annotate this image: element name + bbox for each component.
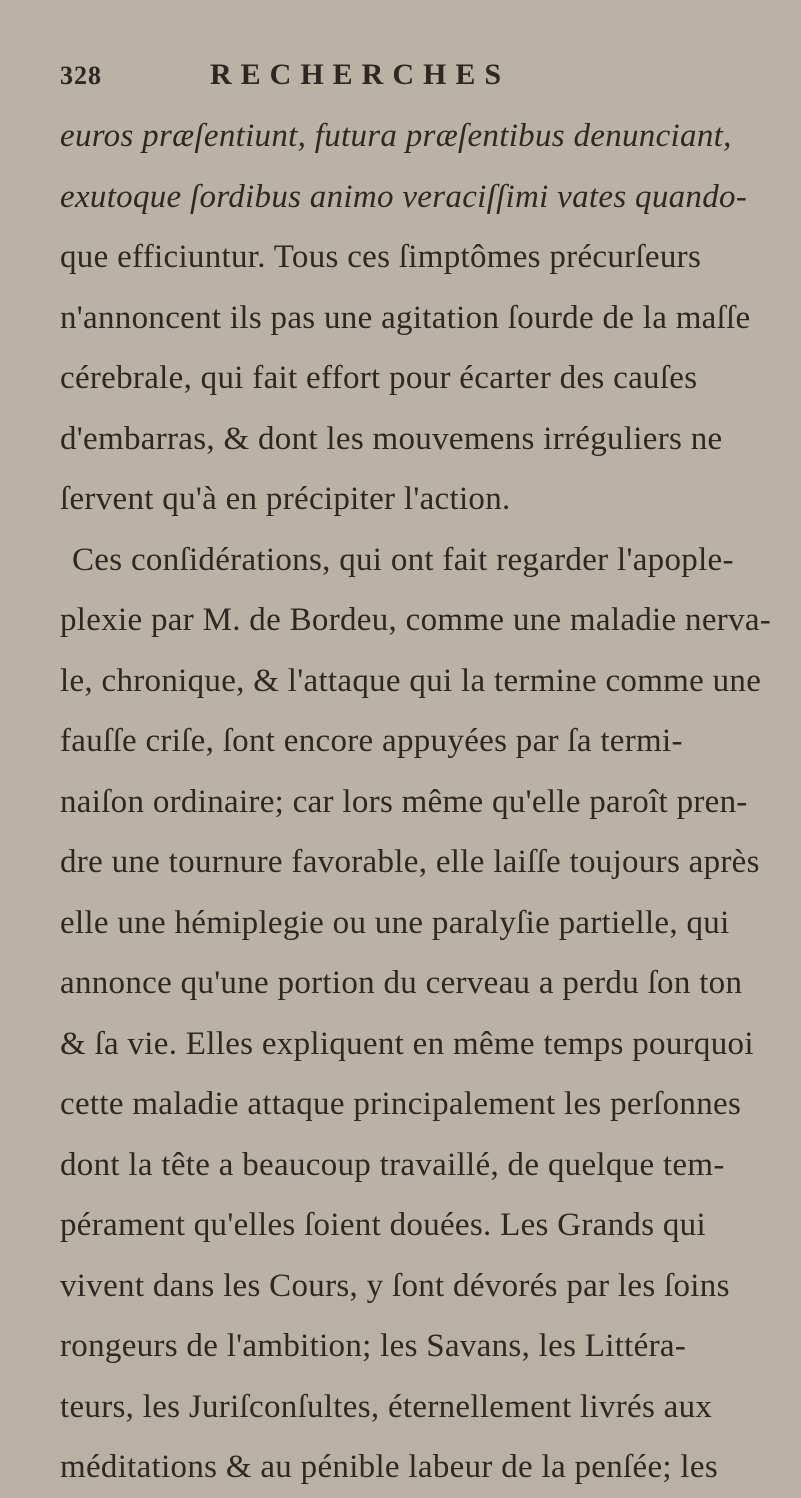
text-line: pérament qu'elles ſoient douées. Les Grands qui [60, 1207, 706, 1243]
text-line: fauſſe criſe, ſont encore appuyées par ſa termi- [60, 723, 683, 759]
text-line: exutoque ſordibus animo veraciſſimi vates quando- [60, 178, 748, 215]
text-line: que efficiuntur. Tous ces ſimptômes précurſeurs [60, 239, 702, 275]
text-line: euros præſentiunt, futura præſentibus denunciant, [60, 118, 732, 154]
text-line: dre une tournure favorable, elle laiſſe toujours après [60, 844, 760, 880]
text-line: dont la tête a beaucoup travaillé, de quelque tem- [60, 1146, 725, 1183]
text-line: Ces conſidérations, qui ont fait regarder l'apople- [72, 541, 734, 578]
text-line: teurs, les Juriſconſultes, éternellement livrés aux [60, 1388, 713, 1425]
text-line: annonce qu'une portion du cerveau a perdu ſon ton [60, 965, 743, 1001]
body-text [60, 106, 772, 1498]
page-number: 328 [60, 61, 102, 90]
running-head: RECHERCHES [210, 58, 511, 91]
text-line: & ſa vie. Elles expliquent en même temps pourquoi [60, 1025, 754, 1062]
text-line: ſervent qu'à en précipiter l'action. [60, 481, 511, 517]
text-line: vivent dans les Cours, y ſont dévorés par les ſoins [60, 1267, 730, 1304]
text-line: le, chronique, & l'attaque qui la termine comme une [60, 662, 762, 699]
text-line: méditations & au pénible labeur de la penſée; les [60, 1449, 718, 1485]
text-line: d'embarras, & dont les mouvemens irréguliers ne [60, 420, 723, 457]
text-line: cérebrale, qui fait effort pour écarter des cauſes [60, 360, 698, 396]
text-line: naiſon ordinaire; car lors même qu'elle paroît pren- [60, 783, 748, 820]
text-line: plexie par M. de Bordeu, comme une maladie nerva- [60, 602, 772, 638]
page-header [60, 58, 761, 102]
text-line: n'annoncent ils pas une agitation ſourde de la maſſe [60, 299, 751, 336]
text-line: elle une hémiplegie ou une paralyſie partielle, qui [60, 904, 730, 941]
text-line: rongeurs de l'ambition; les Savans, les Littéra- [60, 1328, 687, 1364]
text-line: cette maladie attaque principalement les perſonnes [60, 1086, 742, 1122]
